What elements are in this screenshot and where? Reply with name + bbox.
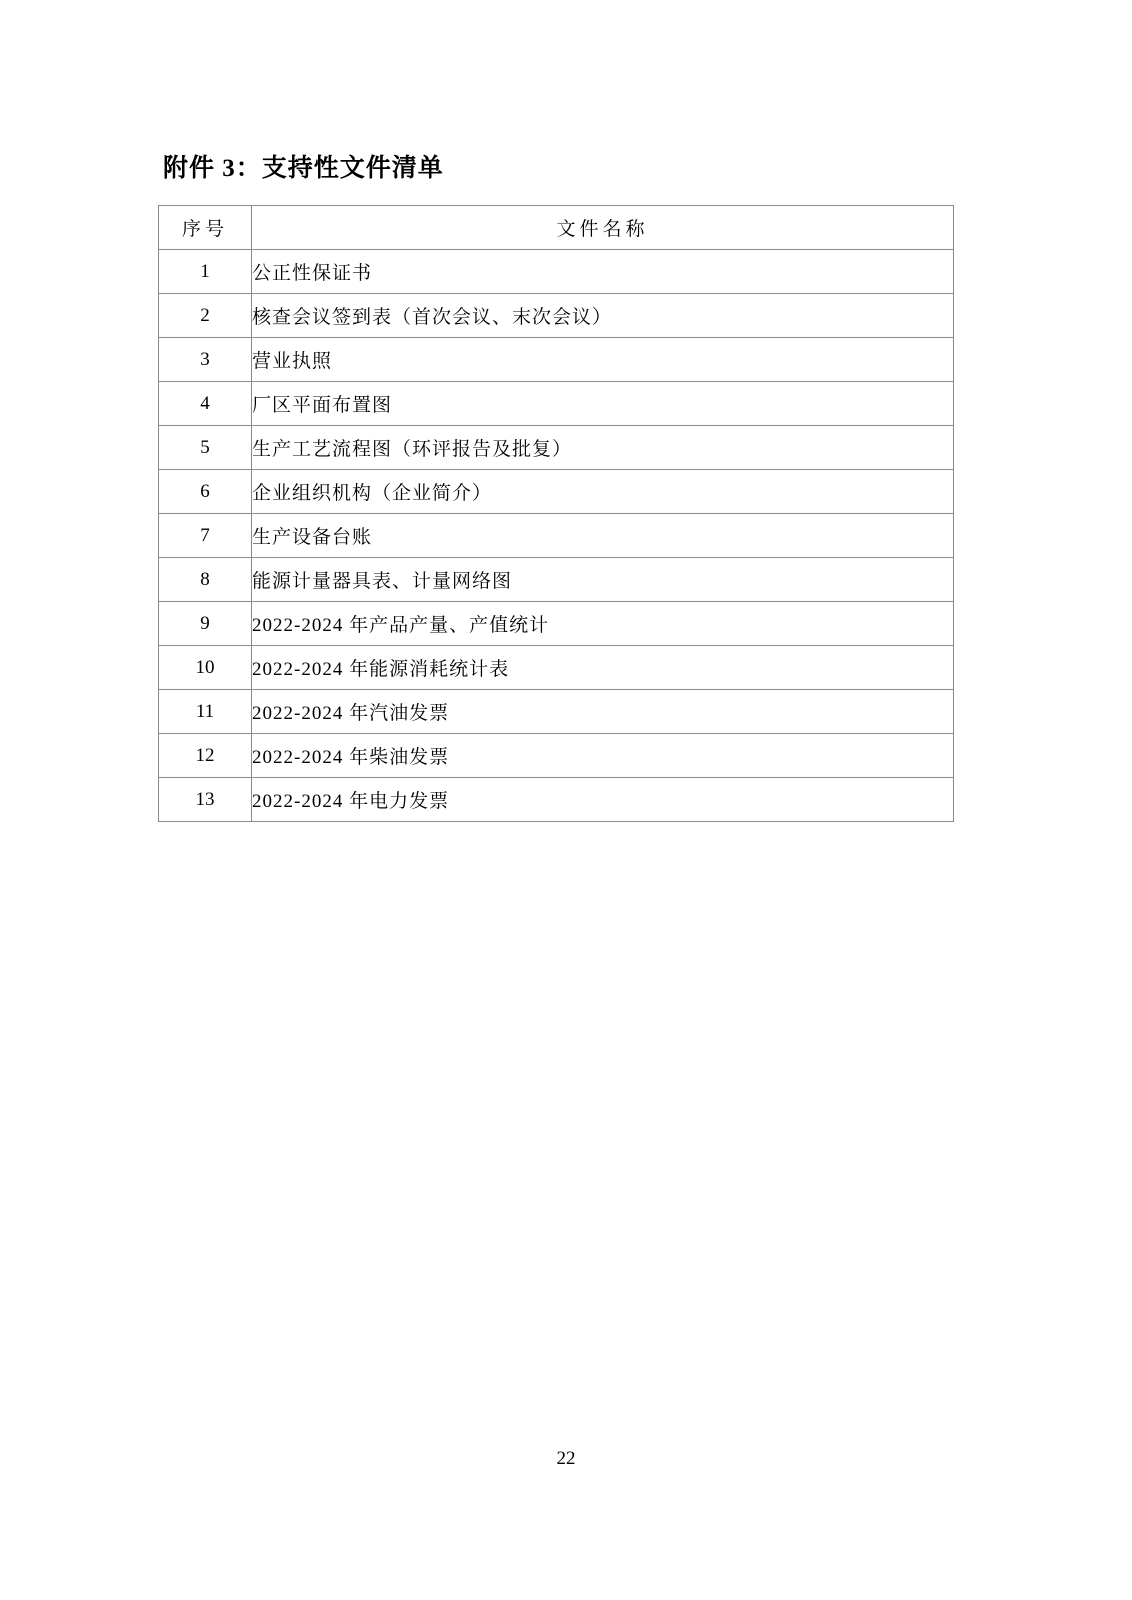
row-index: 6 <box>159 470 252 514</box>
table-row <box>159 514 954 558</box>
table-row <box>159 294 954 338</box>
row-document-name: 2022-2024 年产品产量、产值统计 <box>252 602 954 646</box>
table-row <box>159 470 954 514</box>
row-document-name: 企业组织机构（企业简介） <box>252 470 954 514</box>
row-document-name: 2022-2024 年柴油发票 <box>252 734 954 778</box>
row-index: 9 <box>159 602 252 646</box>
table-row <box>159 558 954 602</box>
table-row <box>159 690 954 734</box>
row-document-name: 2022-2024 年能源消耗统计表 <box>252 646 954 690</box>
row-document-name: 生产工艺流程图（环评报告及批复） <box>252 426 954 470</box>
row-index: 7 <box>159 514 252 558</box>
table-row <box>159 382 954 426</box>
row-index: 2 <box>159 294 252 338</box>
row-index: 8 <box>159 558 252 602</box>
supporting-documents-table <box>158 205 954 822</box>
table-row <box>159 778 954 822</box>
row-index: 10 <box>159 646 252 690</box>
row-document-name: 营业执照 <box>252 338 954 382</box>
row-index: 3 <box>159 338 252 382</box>
table-row <box>159 602 954 646</box>
row-document-name: 2022-2024 年汽油发票 <box>252 690 954 734</box>
row-document-name: 公正性保证书 <box>252 250 954 294</box>
row-document-name: 核查会议签到表（首次会议、末次会议） <box>252 294 954 338</box>
row-index: 12 <box>159 734 252 778</box>
table-row <box>159 250 954 294</box>
row-document-name: 能源计量器具表、计量网络图 <box>252 558 954 602</box>
page-number: 22 <box>556 1448 576 1469</box>
table-row <box>159 734 954 778</box>
table-row <box>159 426 954 470</box>
row-index: 11 <box>159 690 252 734</box>
table-header-row <box>159 206 954 250</box>
row-document-name: 厂区平面布置图 <box>252 382 954 426</box>
column-header-name: 文件名称 <box>252 206 954 250</box>
row-index: 1 <box>159 250 252 294</box>
row-index: 4 <box>159 382 252 426</box>
row-document-name: 2022-2024 年电力发票 <box>252 778 954 822</box>
row-document-name: 生产设备台账 <box>252 514 954 558</box>
table-row <box>159 338 954 382</box>
row-index: 5 <box>159 426 252 470</box>
row-index: 13 <box>159 778 252 822</box>
table-row <box>159 646 954 690</box>
page-title: 附件 3：支持性文件清单 <box>163 155 444 182</box>
column-header-index: 序号 <box>159 206 252 250</box>
